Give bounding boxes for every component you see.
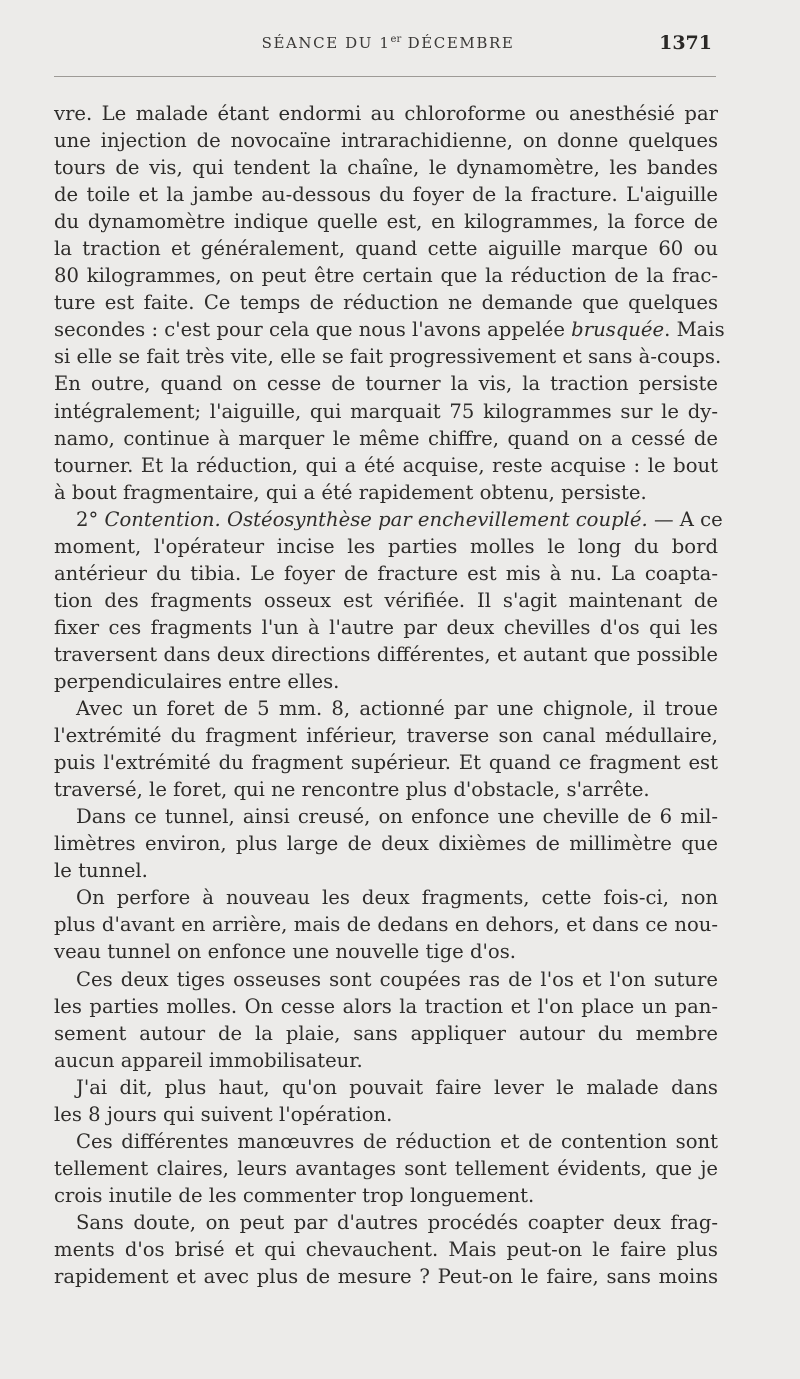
line-text: 2° bbox=[76, 507, 105, 531]
text-line bbox=[54, 722, 718, 749]
text-line bbox=[54, 614, 718, 641]
line-italic: Contention. Ostéosynthèse par enchevillement couplé. bbox=[104, 507, 648, 531]
running-header bbox=[54, 34, 722, 64]
line-text: On perfore à nouveau les deux fragments, cette fois-ci, non bbox=[76, 886, 718, 910]
text-line bbox=[54, 830, 718, 857]
text-line bbox=[54, 587, 718, 614]
text-line bbox=[54, 154, 718, 181]
line-text: à bout fragmentaire, qui a été rapidement obtenu, persiste. bbox=[54, 480, 647, 504]
text-line bbox=[54, 398, 718, 425]
text-line bbox=[54, 641, 718, 668]
line-text: tours de vis, qui tendent la chaîne, le dynamomètre, les bandes bbox=[54, 156, 718, 180]
line-text: tion des fragments osseux est vérifiée. Il s'agit maintenant de bbox=[54, 588, 718, 612]
line-text: si elle se fait très vite, elle se fait progressivement et sans à-coups. bbox=[54, 345, 722, 369]
text-line bbox=[54, 533, 718, 560]
text-line bbox=[54, 127, 718, 154]
line-text: du dynamomètre indique quelle est, en kilogrammes, la force de bbox=[54, 210, 718, 234]
line-text: traversent dans deux directions différentes, et autant que possible bbox=[54, 642, 718, 666]
line-text: ture est faite. Ce temps de réduction ne demande que quelques bbox=[54, 291, 718, 315]
text-line bbox=[54, 695, 718, 722]
line-text: les parties molles. On cesse alors la traction et l'on place un pan- bbox=[54, 994, 718, 1018]
line-text: la traction et généralement, quand cette aiguille marque 60 ou bbox=[54, 237, 718, 261]
line-text: l'extrémité du fragment inférieur, traverse son canal médullaire, bbox=[54, 724, 718, 748]
text-line bbox=[54, 262, 718, 289]
text-line bbox=[54, 235, 718, 262]
line-text: vre. Le malade étant endormi au chloroforme ou anesthésié par bbox=[54, 102, 718, 125]
text-line bbox=[54, 370, 718, 397]
line-text: Ces différentes manœuvres de réduction et de contention sont bbox=[76, 1129, 718, 1153]
line-text: limètres environ, plus large de deux dixièmes de millimètre que bbox=[54, 832, 718, 856]
text-line bbox=[54, 1047, 718, 1074]
line-text: sement autour de la plaie, sans appliquer autour du membre bbox=[54, 1021, 718, 1045]
text-line bbox=[54, 884, 718, 911]
body-text bbox=[54, 100, 725, 1290]
line-text: fixer ces fragments l'un à l'autre par deux chevilles d'os qui les bbox=[54, 615, 718, 639]
line-italic: brusquée bbox=[571, 318, 665, 342]
line-text: les 8 jours qui suivent l'opération. bbox=[54, 1102, 393, 1126]
text-line bbox=[54, 1263, 718, 1290]
line-text: plus d'avant en arrière, mais de dedans en dehors, et dans ce nou- bbox=[54, 913, 718, 937]
line-text: En outre, quand on cesse de tourner la vis, la traction persiste bbox=[54, 372, 718, 396]
line-text: Ces deux tiges osseuses sont coupées ras de l'os et l'on suture bbox=[76, 967, 718, 991]
header-title-sup: er bbox=[390, 34, 402, 45]
line-text: aucun appareil immobilisateur. bbox=[54, 1048, 363, 1072]
line-text: de toile et la jambe au-dessous du foyer de la fracture. L'aiguille bbox=[54, 183, 718, 207]
line-after: — A ce bbox=[647, 507, 723, 531]
line-text: traversé, le foret, qui ne rencontre plus d'obstacle, s'arrête. bbox=[54, 778, 650, 802]
text-line bbox=[54, 776, 718, 803]
text-line bbox=[54, 181, 718, 208]
header-title bbox=[54, 34, 722, 52]
line-text: perpendiculaires entre elles. bbox=[54, 669, 340, 693]
line-text: intégralement; l'aiguille, qui marquait 75 kilogrammes sur le dy- bbox=[54, 399, 718, 423]
text-line bbox=[54, 208, 718, 235]
text-line bbox=[54, 425, 718, 452]
text-line bbox=[54, 452, 718, 479]
line-text: antérieur du tibia. Le foyer de fracture est mis à nu. La coapta- bbox=[54, 561, 718, 585]
line-text: tourner. Et la réduction, qui a été acquise, reste acquise : le bout bbox=[54, 453, 718, 477]
line-text: J'ai dit, plus haut, qu'on pouvait faire lever le malade dans bbox=[76, 1075, 718, 1099]
text-line bbox=[54, 803, 718, 830]
text-line bbox=[54, 993, 718, 1020]
text-line bbox=[54, 1236, 718, 1263]
text-line bbox=[54, 1155, 718, 1182]
line-text: rapidement et avec plus de mesure ? Peut-on le faire, sans moins bbox=[54, 1265, 718, 1289]
line-text: 80 kilogrammes, on peut être certain que la réduction de la frac- bbox=[54, 264, 718, 288]
line-text: secondes : c'est pour cela que nous l'avons appelée bbox=[54, 318, 572, 342]
page-number: 1371 bbox=[659, 32, 712, 54]
line-text: Sans doute, on peut par d'autres procédés coapter deux frag- bbox=[76, 1210, 718, 1234]
line-text: veau tunnel on enfonce une nouvelle tige d'os. bbox=[54, 940, 516, 964]
text-line bbox=[54, 857, 718, 884]
text-line bbox=[54, 316, 725, 343]
text-line bbox=[54, 479, 718, 506]
line-text: le tunnel. bbox=[54, 859, 148, 883]
text-line bbox=[54, 100, 718, 127]
text-line bbox=[54, 506, 723, 533]
line-text: Dans ce tunnel, ainsi creusé, on enfonce une cheville de 6 mil- bbox=[76, 805, 718, 829]
text-line bbox=[54, 1128, 718, 1155]
header-title-post: DÉCEMBRE bbox=[401, 34, 515, 52]
text-line bbox=[54, 1209, 718, 1236]
line-after: . Mais bbox=[664, 318, 725, 342]
text-line bbox=[54, 1074, 718, 1101]
text-line bbox=[54, 560, 718, 587]
text-line bbox=[54, 749, 718, 776]
line-text: ments d'os brisé et qui chevauchent. Mais peut-on le faire plus bbox=[54, 1237, 718, 1261]
text-line bbox=[54, 1020, 718, 1047]
header-title-pre: SÉANCE DU 1 bbox=[261, 34, 391, 52]
text-line bbox=[54, 668, 718, 695]
header-rule bbox=[54, 76, 716, 77]
text-line bbox=[54, 1182, 718, 1209]
line-text: moment, l'opérateur incise les parties molles le long du bord bbox=[54, 534, 718, 558]
line-text: tellement claires, leurs avantages sont tellement évidents, que je bbox=[54, 1156, 718, 1180]
text-line bbox=[54, 966, 718, 993]
line-text: namo, continue à marquer le même chiffre, quand on a cessé de bbox=[54, 426, 718, 450]
text-line bbox=[54, 289, 718, 316]
text-line bbox=[54, 1101, 718, 1128]
line-text: crois inutile de les commenter trop longuement. bbox=[54, 1183, 535, 1207]
text-line bbox=[54, 343, 722, 370]
text-line bbox=[54, 911, 718, 938]
line-text: puis l'extrémité du fragment supérieur. Et quand ce fragment est bbox=[54, 751, 718, 775]
text-line bbox=[54, 938, 718, 965]
line-text: Avec un foret de 5 mm. 8, actionné par une chignole, il troue bbox=[76, 697, 718, 721]
line-text: une injection de novocaïne intrarachidienne, on donne quelques bbox=[54, 129, 718, 153]
